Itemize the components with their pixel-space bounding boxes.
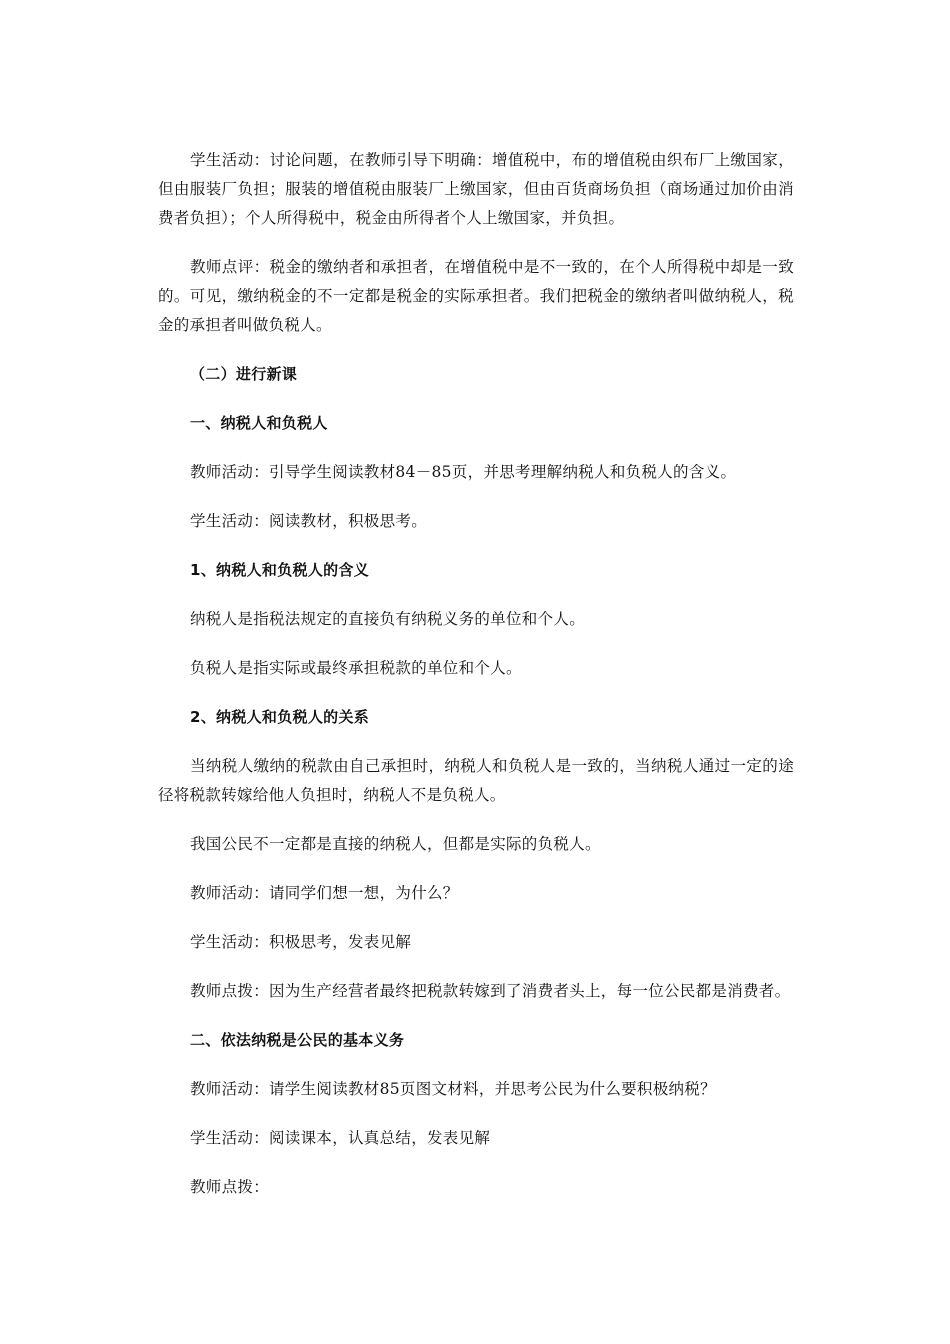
paragraph-teacher-activity-materials: 教师活动：请学生阅读教材85页图文材料，并思考公民为什么要积极纳税？ [190,1080,716,1098]
heading-subsection-1: 1、纳税人和负税人的含义 [190,561,370,579]
document-body [158,146,794,1222]
paragraph-student-thinking: 学生活动：积极思考，发表见解 [190,933,412,951]
paragraph-student-activity-reading: 学生活动：阅读教材，积极思考。 [190,512,428,530]
paragraph-taxpayer-definition: 纳税人是指税法规定的直接负有纳税义务的单位和个人。 [190,610,586,628]
paragraph-teacher-question: 教师活动：请同学们想一想，为什么？ [190,884,459,902]
paragraph-tax-bearer-definition: 负税人是指实际或最终承担税款的单位和个人。 [190,659,522,677]
heading-section-1: 一、纳税人和负税人 [190,414,328,432]
paragraph-teacher-hint: 教师点拨： [190,1178,270,1196]
paragraph-teacher-hint-consumers: 教师点拨：因为生产经营者最终把税款转嫁到了消费者头上，每一位公民都是消费者。 [190,982,791,1000]
paragraph-student-activity-summary: 学生活动：阅读课本，认真总结，发表见解 [190,1129,491,1147]
heading-new-lesson: （二）进行新课 [190,365,298,383]
paragraph-student-activity-discussion: 学生活动：讨论问题，在教师引导下明确：增值税中，布的增值税由织布厂上缴国家，但由服装厂负担；服装的增值税由服装厂上缴国家，但由百货商场负担（商场通过加价由消费者负担）；个人所得税中，税金由所得者个人上缴国家，并负担。 [158,151,794,227]
paragraph-teacher-activity-reading: 教师活动：引导学生阅读教材84－85页，并思考理解纳税人和负税人的含义。 [190,463,737,481]
paragraph-citizens: 我国公民不一定都是直接的纳税人，但都是实际的负税人。 [190,835,601,853]
heading-section-2: 二、依法纳税是公民的基本义务 [190,1031,405,1049]
heading-subsection-2: 2、纳税人和负税人的关系 [190,708,370,726]
paragraph-teacher-comment: 教师点评：税金的缴纳者和承担者，在增值税中是不一致的，在个人所得税中却是一致的。可见，缴纳税金的不一定都是税金的实际承担者。我们把税金的缴纳者叫做纳税人，税金的承担者叫做负税人。 [158,258,794,334]
paragraph-relationship: 当纳税人缴纳的税款由自己承担时，纳税人和负税人是一致的，当纳税人通过一定的途径将税款转嫁给他人负担时，纳税人不是负税人。 [158,757,794,804]
